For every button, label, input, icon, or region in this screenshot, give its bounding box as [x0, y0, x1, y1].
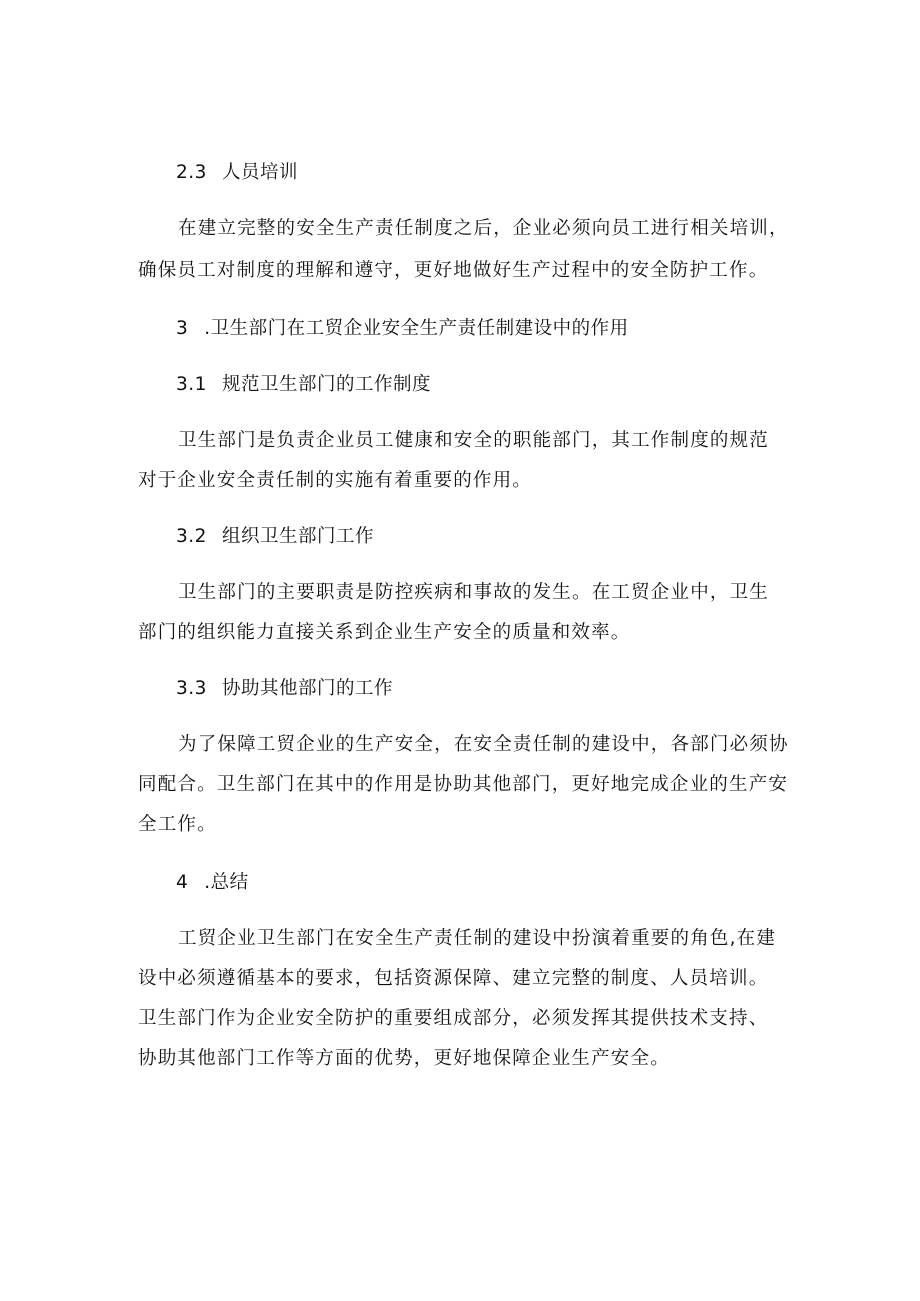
section-3-1-heading	[176, 372, 431, 398]
section-title: 组织卫生部门工作	[222, 526, 375, 547]
section-number: 3.1	[176, 374, 207, 395]
section-4-heading	[176, 870, 249, 896]
section-title: 人员培训	[222, 162, 299, 183]
paragraph-line: 确保员工对制度的理解和遵守，更好地做好生产过程中的安全防护工作。	[138, 260, 769, 281]
paragraph-line: 部门的组织能力直接关系到企业生产安全的质量和效率。	[138, 622, 631, 643]
paragraph-line: 设中必须遵循基本的要求，包括资源保障、建立完整的制度、人员培训。	[138, 968, 769, 989]
paragraph-line: 卫生部门是负责企业员工健康和安全的职能部门，其工作制度的规范	[178, 430, 770, 451]
section-number: 4	[176, 872, 189, 893]
paragraph-line: 为了保障工贸企业的生产安全，在安全责任制的建设中，各部门必须协	[178, 734, 789, 755]
paragraph-line: 全工作。	[138, 814, 217, 835]
section-number: 3.2	[176, 526, 207, 547]
paragraph-line: 卫生部门的主要职责是防控疾病和事故的发生。在工贸企业中，卫生	[178, 582, 770, 603]
section-title: .总结	[204, 872, 249, 893]
section-2-3-heading	[176, 160, 298, 186]
section-title: .卫生部门在工贸企业安全生产责任制建设中的作用	[204, 318, 629, 339]
section-3-heading	[176, 316, 629, 342]
section-title: 规范卫生部门的工作制度	[222, 374, 432, 395]
section-number: 3.3	[176, 678, 207, 699]
paragraph-line: 同配合。卫生部门在其中的作用是协助其他部门，更好地完成企业的生产安	[138, 774, 789, 795]
paragraph-line: 对于企业安全责任制的实施有着重要的作用。	[138, 470, 533, 491]
paragraph-line: 协助其他部门工作等方面的优势，更好地保障企业生产安全。	[138, 1048, 670, 1069]
section-number: 2.3	[176, 162, 207, 183]
section-3-2-heading	[176, 524, 374, 550]
section-number: 3	[176, 318, 189, 339]
section-title: 协助其他部门的工作	[222, 678, 394, 699]
paragraph-line: 在建立完整的安全生产责任制度之后，企业必须向员工进行相关培训，	[178, 218, 789, 239]
section-3-3-heading	[176, 676, 393, 702]
paragraph-line: 工贸企业卫生部门在安全生产责任制的建设中扮演着重要的角色,在建	[178, 928, 777, 949]
paragraph-line: 卫生部门作为企业安全防护的重要组成部分，必须发挥其提供技术支持、	[138, 1008, 769, 1029]
